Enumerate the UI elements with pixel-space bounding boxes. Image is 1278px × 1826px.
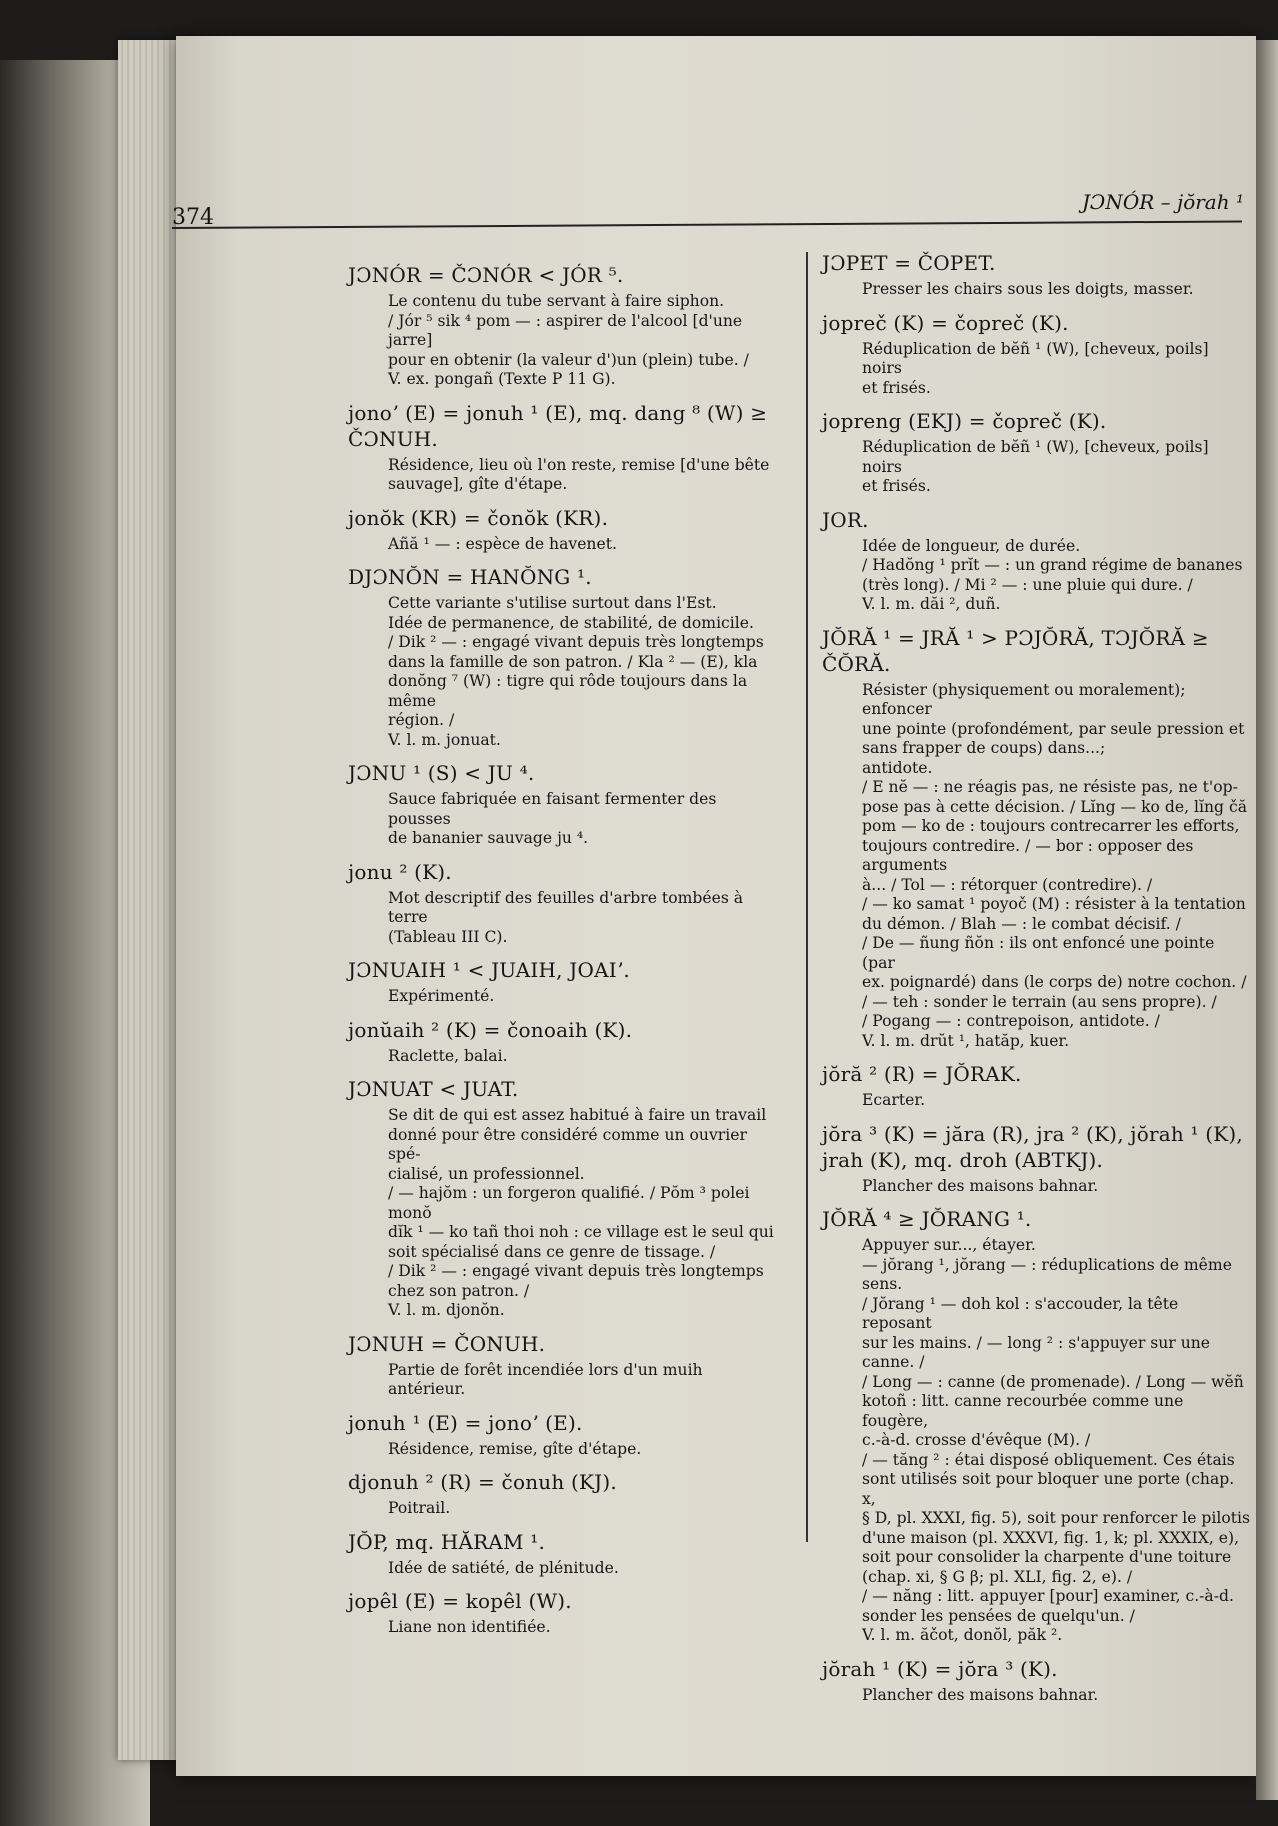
definition-line: pose pas à cette décision. / Lĭng — ko de, lĭng čă [862, 797, 1247, 816]
entry-headword: JOR. [822, 507, 869, 532]
definition-line: sonder les pensées de quelqu'un. / [862, 1606, 1135, 1625]
definition-line: / — ko samat ¹ poyoč (M) : résister à la tentation [862, 895, 1246, 913]
entry-headword: JƆNU ¹ (S) < JU ⁴. [348, 761, 535, 785]
definition-line: / — tăng ² : étai disposé obliquement. Ces étais [862, 1450, 1235, 1469]
definition-line: et frisés. [862, 378, 931, 397]
definition-line: — jŏrang ¹, jŏrang — : réduplications de même [862, 1255, 1232, 1274]
dictionary-entry [822, 507, 1252, 615]
definition-line: / Jŏrang ¹ — doh kol : s'accouder, la tête reposant [862, 1294, 1179, 1332]
definition-line: dĭk ¹ — ko tañ thoi noh : ce village est le seul qui [388, 1223, 774, 1241]
definition-line: Poitrail. [388, 1499, 451, 1517]
definition-line: Mot descriptif des feuilles d'arbre tombées à terre [388, 888, 744, 926]
definition-line: Résister (physiquement ou moralement); enfoncer [862, 680, 1186, 718]
entry-definition [388, 1361, 783, 1400]
entry-definition [388, 1499, 783, 1519]
definition-line: sont utilisés soit pour bloquer une porte (chap. x, [862, 1470, 1235, 1508]
entry-definition [388, 1047, 783, 1067]
definition-line: Idée de longueur, de durée. [862, 536, 1081, 555]
page-number: 374 [172, 205, 214, 230]
dictionary-entry [348, 859, 783, 948]
dictionary-entry [348, 400, 783, 495]
definition-line: / — teh : sonder le terrain (au sens propre). / [862, 992, 1217, 1011]
dictionary-entry [348, 262, 783, 390]
definition-line: donŏng ⁷ (W) : tigre qui rôde toujours dans la même [388, 672, 748, 710]
definition-line: pom — ko de : toujours contrecarrer les efforts, [862, 817, 1240, 835]
definition-line: Résidence, lieu où l'on reste, remise [d'une bête [388, 455, 770, 474]
entry-definition [862, 681, 1252, 1052]
definition-line: Plancher des maisons bahnar. [862, 1685, 1099, 1704]
definition-line: d'une maison (pl. XXXVI, fig. 1, k; pl. XXXIX, e), [862, 1528, 1240, 1547]
definition-line: Añă ¹ — : espèce de havenet. [388, 534, 617, 553]
entry-definition [388, 1559, 783, 1579]
definition-line: / Dik ² — : engagé vivant depuis très longtemps [388, 633, 764, 651]
entry-definition [862, 1236, 1252, 1646]
definition-line: cialisé, un professionnel. [388, 1164, 585, 1183]
definition-line: Presser les chairs sous les doigts, masser. [862, 280, 1194, 298]
definition-line: (Tableau III C). [388, 927, 508, 946]
entry-headword: JƆPET = ČOPET. [822, 251, 996, 275]
entry-headword: jopreč (K) = čopreč (K). [822, 310, 1069, 335]
definition-line: V. l. m. jonuat. [388, 730, 501, 749]
definition-line: sauvage], gîte d'étape. [388, 475, 568, 493]
definition-line: donné pour être considéré comme un ouvrier spé- [388, 1125, 747, 1163]
dictionary-entry [348, 1529, 783, 1579]
definition-line: et frisés. [862, 477, 931, 495]
definition-line: pour en obtenir (la valeur d')un (plein) tube. / [388, 350, 749, 369]
definition-line: chez son patron. / [388, 1281, 530, 1300]
definition-line: V. l. m. ăčot, donŏl, păk ². [862, 1626, 1063, 1644]
entry-headword: jonŭaih ² (K) = čonoaih (K). [348, 1017, 633, 1042]
dictionary-entry [822, 1656, 1252, 1706]
definition-line: Cette variante s'utilise surtout dans l'Est. [388, 594, 717, 612]
entry-headword: jŏrah ¹ (K) = jŏra ³ (K). [822, 1656, 1058, 1681]
dictionary-entry [348, 1331, 783, 1400]
entry-definition [862, 1177, 1252, 1197]
definition-line: / Pogang — : contrepoison, antidote. / [862, 1012, 1160, 1030]
dictionary-entry [822, 1206, 1252, 1646]
definition-line: soit pour consolider la charpente d'une toiture [862, 1548, 1232, 1566]
definition-line: Liane non identifiée. [388, 1618, 551, 1636]
entry-headword: JƆNUAIH ¹ < JUAIH, JOAIʼ. [348, 958, 630, 982]
entry-definition [388, 456, 783, 495]
entry-headword: JƆNUAT < JUAT. [348, 1077, 519, 1101]
dictionary-entry [822, 1061, 1252, 1111]
entry-headword: jonuh ¹ (E) = jonoʼ (E). [348, 1410, 583, 1435]
definition-line: / Long — : canne (de promenade). / Long — wĕñ [862, 1372, 1244, 1391]
definition-line: / Dik ² — : engagé vivant depuis très longtemps [388, 1262, 764, 1280]
dictionary-entry [822, 1121, 1252, 1197]
entry-headword: JŎRĂ ¹ = JRĂ ¹ > PƆJŎRĂ, TƆJŎRĂ ≥ ČŎRĂ. [822, 625, 1209, 676]
definition-line: kotoñ : litt. canne recourbée comme une fougère, [862, 1392, 1184, 1430]
entry-definition [862, 537, 1252, 615]
definition-line: Se dit de qui est assez habitué à faire un travail [388, 1106, 767, 1124]
definition-line: § D, pl. XXXI, fig. 5), soit pour renforcer le pilotis [862, 1509, 1251, 1527]
running-head: JƆNÓR – jŏrah ¹ [1082, 190, 1244, 214]
entry-definition [862, 438, 1252, 497]
definition-line: c.-à-d. crosse d'évêque (M). / [862, 1431, 1091, 1449]
definition-line: Le contenu du tube servant à faire siphon. [388, 292, 725, 310]
definition-line: ex. poignardé) dans (le corps de) notre cochon. / [862, 973, 1247, 991]
entry-definition [862, 340, 1252, 399]
definition-line: région. / [388, 711, 455, 729]
definition-line: V. l. m. dăi ², duñ. [862, 595, 1001, 613]
definition-line: Réduplication de bĕñ ¹ (W), [cheveux, poils] noirs [862, 339, 1209, 377]
entry-definition [388, 1106, 783, 1321]
dictionary-entry [822, 310, 1252, 399]
dictionary-entry [348, 1469, 783, 1519]
definition-line: / Hadŏng ¹ prĭt — : un grand régime de bananes [862, 556, 1243, 574]
definition-line: du démon. / Blah — : le combat décisif. / [862, 914, 1181, 933]
entry-headword: JƆNÓR = ČƆNÓR < JÓR ⁵. [348, 263, 624, 287]
dictionary-entry [348, 1410, 783, 1460]
definition-line: Résidence, remise, gîte d'étape. [388, 1439, 642, 1458]
entry-headword: jopêl (E) = kopêl (W). [348, 1589, 572, 1613]
entry-definition [388, 987, 783, 1007]
dictionary-entry [348, 760, 783, 849]
entry-definition [862, 1091, 1252, 1111]
entry-headword: jopreng (EKJ) = čopreč (K). [822, 409, 1107, 433]
definition-line: Appuyer sur..., étayer. [862, 1236, 1036, 1254]
definition-line: sens. [862, 1275, 903, 1293]
definition-line: de bananier sauvage ju ⁴. [388, 829, 589, 847]
entry-definition [388, 1440, 783, 1460]
dictionary-entry [348, 1588, 783, 1638]
definition-line: / — năng : litt. appuyer [pour] examiner, c.-à-d. [862, 1587, 1234, 1605]
definition-line: Ecarter. [862, 1091, 926, 1109]
definition-line: antidote. [862, 758, 933, 777]
dictionary-entry [348, 564, 783, 750]
entry-headword: jŏra ³ (K) = jăra (R), jra ² (K), jŏrah ¹ (K), jrah (K), mq. droh (ABTKJ). [822, 1121, 1243, 1172]
entry-definition [388, 1618, 783, 1638]
entry-headword: jonoʼ (E) = jonuh ¹ (E), mq. dang ⁸ (W) ≥ ČƆNUH. [348, 400, 768, 451]
next-page-edge [1256, 40, 1278, 1800]
definition-line: à... / Tol — : rétorquer (contredire). / [862, 875, 1153, 894]
right-column [822, 250, 1252, 1715]
dictionary-entry [822, 408, 1252, 497]
definition-line: dans la famille de son patron. / Kla ² — (E), kla [388, 652, 758, 671]
definition-line: sans frapper de coups) dans...; [862, 739, 1106, 757]
dictionary-entry [822, 250, 1252, 300]
definition-line: Idée de permanence, de stabilité, de domicile. [388, 613, 754, 632]
definition-line: Idée de satiété, de plénitude. [388, 1558, 619, 1577]
definition-line: une pointe (profondément, par seule pression et [862, 719, 1245, 738]
dictionary-entry [348, 1076, 783, 1321]
entry-headword: JŎP, mq. HĂRAM ¹. [348, 1529, 546, 1554]
entry-definition [388, 535, 783, 555]
definition-line: soit spécialisé dans ce genre de tissage. / [388, 1242, 716, 1261]
definition-line: V. l. m. djonŏn. [388, 1301, 505, 1319]
entry-headword: jonŏk (KR) = čonŏk (KR). [348, 505, 609, 530]
dictionary-entry [822, 625, 1252, 1052]
definition-line: Raclette, balai. [388, 1046, 508, 1065]
entry-definition [388, 292, 783, 390]
definition-line: (très long). / Mi ² — : une pluie qui dure. / [862, 575, 1193, 594]
entry-headword: jŏră ² (R) = JŎRAK. [822, 1062, 1022, 1086]
entry-headword: JŎRĂ ⁴ ≥ JŎRANG ¹. [822, 1207, 1032, 1231]
dictionary-entry [348, 1017, 783, 1067]
definition-line: / E nĕ — : ne réagis pas, ne résiste pas, ne t'op- [862, 778, 1238, 796]
definition-line: Plancher des maisons bahnar. [862, 1176, 1099, 1195]
left-column [348, 262, 783, 1648]
dictionary-entry [348, 957, 783, 1007]
entry-headword: jonu ² (K). [348, 859, 452, 884]
definition-line: Sauce fabriquée en faisant fermenter des pousses [388, 790, 717, 828]
column-divider [806, 252, 808, 1542]
definition-line: (chap. xi, § G β; pl. XLI, fig. 2, e). / [862, 1567, 1133, 1586]
definition-line: Réduplication de bĕñ ¹ (W), [cheveux, poils] noirs [862, 438, 1209, 476]
definition-line: sur les mains. / — long ² : s'appuyer sur une canne. / [862, 1333, 1211, 1371]
definition-line: Partie de forêt incendiée lors d'un muih antérieur. [388, 1360, 703, 1398]
entry-headword: djonuh ² (R) = čonuh (KJ). [348, 1470, 617, 1494]
definition-line: / Jór ⁵ sik ⁴ pom — : aspirer de l'alcool [d'une jarre] [388, 311, 743, 349]
entry-definition [388, 889, 783, 948]
entry-headword: DJƆNŎN = HANŎNG ¹. [348, 565, 592, 589]
dictionary-entry [348, 505, 783, 555]
definition-line: Expérimenté. [388, 987, 495, 1005]
entry-definition [862, 1686, 1252, 1706]
definition-line: / — hajŏm : un forgeron qualifié. / Pŏm ³ polei monŏ [388, 1184, 750, 1222]
entry-definition [388, 594, 783, 750]
entry-headword: JƆNUH = ČONUH. [348, 1331, 546, 1356]
definition-line: V. l. m. drŭt ¹, hatăp, kuer. [862, 1031, 1070, 1050]
definition-line: / De — ñung ñŏn : ils ont enfoncé une pointe (par [862, 934, 1215, 972]
definition-line: toujours contredire. / — bor : opposer des arguments [862, 836, 1194, 874]
definition-line: V. ex. pongañ (Texte P 11 G). [388, 370, 616, 388]
entry-definition [862, 280, 1252, 300]
entry-definition [388, 790, 783, 849]
